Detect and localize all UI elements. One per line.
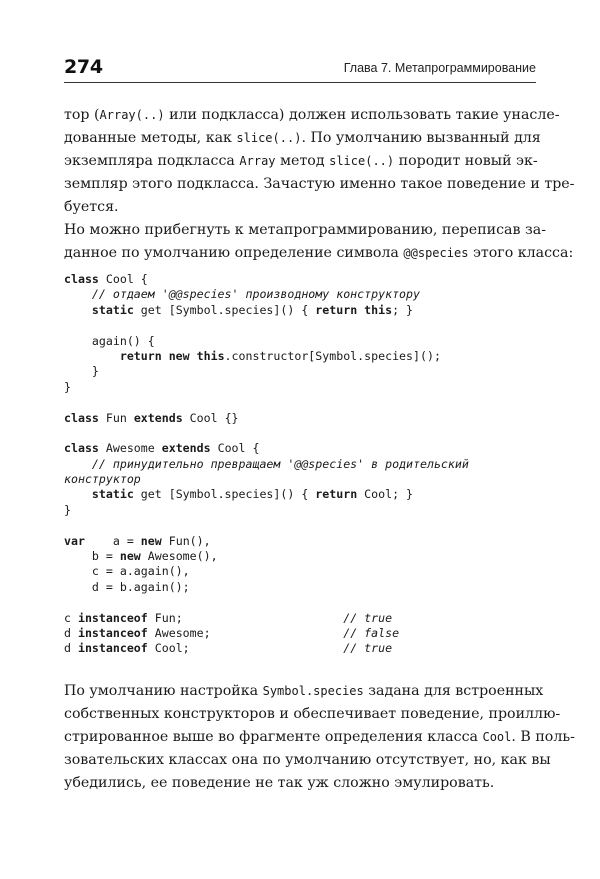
code-comment: // отдаем '@@species' производному конструктору [91,287,420,302]
code-comment: // false [343,625,400,640]
text-run: экземпляра подкласса [64,153,240,169]
code-keyword: class [64,272,99,286]
code-line [64,411,536,426]
code-text [64,287,92,301]
code-keyword: static [91,302,134,317]
code-line [64,349,536,364]
code-line [64,303,536,318]
text-run: стрированное выше во фрагменте определения класса [64,729,483,745]
code-text: Awesome; [147,625,344,640]
page-number: 274 [64,56,103,78]
code-line [64,272,536,287]
code-text [64,349,120,363]
code-keyword: new [140,533,162,548]
code-text: Cool; [147,641,344,656]
code-line [64,518,536,533]
code-text: d [64,625,78,640]
code-text: d [64,641,78,656]
code-text: Cool; } [357,487,414,502]
text-run: метод [275,153,330,169]
text-line [64,219,546,242]
code-line [64,287,536,302]
code-text: Awesome(), [140,549,218,564]
text-line [64,749,551,772]
code-keyword: var [64,533,85,548]
code-text: } [64,364,99,379]
code-line [64,364,536,379]
text-run: тор ( [64,107,100,123]
text-run: дованные методы, как [64,130,237,146]
code-line [64,580,536,595]
code-text: Cool { [210,441,260,456]
inline-code: Array(..) [99,108,165,122]
text-run: данное по умолчанию определение символа [64,245,404,261]
code-line [64,626,536,641]
code-line [64,472,536,487]
code-keyword: return [315,487,358,502]
code-text [64,487,92,501]
code-text [64,303,92,317]
code-text: a = [84,533,141,548]
code-comment: // принудительно превращаем '@@species' в родительский [91,456,469,471]
code-keyword: instanceof [77,625,148,640]
code-keyword: class [64,410,99,425]
text-run: земпляр этого подкласса. Зачастую именно такое поведение и тре- [64,176,575,192]
code-line [64,441,536,456]
code-text: Cool { [98,272,148,286]
text-run: собственных конструкторов и обеспечивает поведение, проиллю- [64,706,561,722]
code-line [64,549,536,564]
code-text: c [64,610,78,625]
code-keyword: return new this [119,348,225,363]
text-line [64,196,536,219]
code-line [64,611,536,626]
code-keyword: new [119,549,141,564]
code-text: get [Symbol.species]() { [133,302,316,317]
code-text: Cool {} [182,410,239,425]
inline-code: slice(..) [236,131,302,145]
code-keyword: instanceof [77,610,148,625]
code-line [64,534,536,549]
text-line [64,772,536,795]
text-run: зовательских классах она по умолчанию отсутствует, но, как вы [64,752,551,768]
code-text: .constructor[Symbol.species](); [224,348,441,363]
code-text: d = b.again(); [64,579,190,594]
code-line [64,503,536,518]
code-keyword: class [64,441,99,456]
code-keyword: extends [161,441,211,456]
text-run: или подкласса) должен использовать такие унасле- [164,107,560,123]
code-line [64,318,536,333]
text-line [64,127,541,150]
code-text: Fun; [147,610,344,625]
code-keyword: instanceof [77,641,148,656]
text-run: буется. [64,199,119,215]
code-line [64,426,536,441]
code-line [64,380,536,395]
text-line [64,726,575,749]
text-run: . В поль- [511,729,575,745]
code-text: get [Symbol.species]() { [133,487,316,502]
code-text: c = a.again(), [64,564,190,579]
text-run: . По умолчанию вызванный для [301,130,541,146]
code-text [64,457,92,471]
inline-code: Array [239,154,276,168]
code-comment: // true [343,610,393,625]
text-run: Но можно прибегнуть к метапрограммированию, переписав за- [64,222,546,238]
text-line [64,104,560,127]
paragraph-1 [64,104,575,219]
code-line [64,395,536,410]
text-run: По умолчанию настройка [64,683,263,699]
page-header [64,52,536,82]
code-listing [64,272,536,657]
running-title: Глава 7. Метапрограммирование [343,61,536,75]
code-text: Awesome [98,441,162,456]
code-keyword: static [91,487,134,502]
text-run: породит новый эк- [394,153,538,169]
text-line [64,703,561,726]
text-line [64,680,544,703]
code-text: b = [64,549,120,564]
text-run: этого класса: [468,245,574,261]
code-keyword: extends [133,410,183,425]
paragraph-3 [64,680,575,795]
inline-code: Symbol.species [262,684,364,698]
code-line [64,334,536,349]
text-run: убедились, ее поведение не так уж сложно эмулировать. [64,775,495,791]
header-rule [64,82,536,83]
code-comment: // true [343,641,393,656]
text-line [64,173,575,196]
code-line [64,641,536,656]
code-comment: конструктор [64,472,141,487]
text-run: задана для встроенных [363,683,544,699]
inline-code: Cool [482,730,512,744]
code-text: ; } [392,302,414,317]
inline-code: slice(..) [329,154,395,168]
code-keyword: return this [315,302,393,317]
text-line [64,242,574,265]
code-text: } [64,379,71,394]
inline-code: @@species [403,246,469,260]
code-line [64,457,536,472]
paragraph-2 [64,219,574,265]
code-text: Fun(), [161,533,211,548]
code-text: Fun [98,410,134,425]
code-text: } [64,502,71,517]
code-text: again() { [64,333,155,348]
code-line [64,595,536,610]
code-line [64,564,536,579]
code-line [64,487,536,502]
text-line [64,150,536,173]
